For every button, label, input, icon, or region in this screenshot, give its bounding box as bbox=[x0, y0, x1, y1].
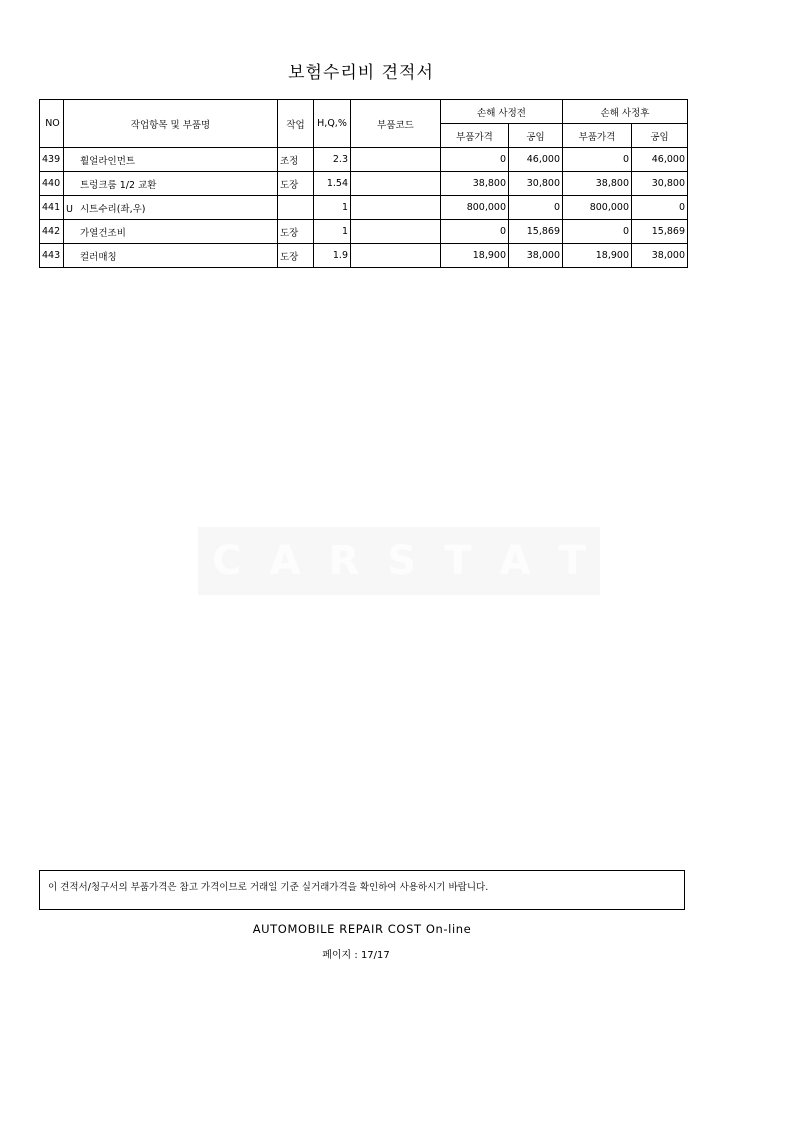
table-row bbox=[40, 172, 688, 196]
row-hq: 2.3 bbox=[314, 148, 351, 172]
watermark bbox=[198, 527, 600, 595]
row-before-labor: 30,800 bbox=[509, 172, 563, 196]
watermark-letter: R bbox=[328, 538, 360, 584]
disclaimer-text: 이 견적서/청구서의 부품가격은 참고 가격이므로 거래일 기준 실거래가격을 확인하여 사용하시기 바랍니다. bbox=[48, 882, 489, 893]
page-indicator: 페이지 : 17/17 bbox=[322, 950, 390, 961]
header-no: NO bbox=[40, 100, 64, 148]
header-before-labor: 공임 bbox=[509, 124, 563, 148]
row-item-name: 시트수리(좌,우) bbox=[80, 203, 146, 215]
table-row bbox=[40, 220, 688, 244]
row-no: 440 bbox=[40, 172, 64, 196]
watermark-letter: A bbox=[269, 538, 301, 584]
row-after-labor: 46,000 bbox=[632, 148, 688, 172]
header-after: 손해 사정후 bbox=[563, 100, 688, 124]
header-item: 작업항목 및 부품명 bbox=[64, 100, 278, 148]
row-before-part: 18,900 bbox=[441, 244, 509, 268]
row-item bbox=[64, 220, 278, 244]
row-no: 441 bbox=[40, 196, 64, 220]
row-before-part: 38,800 bbox=[441, 172, 509, 196]
watermark-letter: A bbox=[499, 538, 531, 584]
footer-brand: AUTOMOBILE REPAIR COST On-line bbox=[252, 922, 472, 936]
header-work: 작업 bbox=[278, 100, 314, 148]
row-after-labor: 15,869 bbox=[632, 220, 688, 244]
table-row bbox=[40, 244, 688, 268]
row-before-part: 800,000 bbox=[441, 196, 509, 220]
row-item-name: 휠얼라인먼트 bbox=[80, 155, 136, 167]
row-after-part: 0 bbox=[563, 148, 632, 172]
row-before-labor: 0 bbox=[509, 196, 563, 220]
header-after-labor: 공임 bbox=[632, 124, 688, 148]
row-item bbox=[64, 172, 278, 196]
row-after-part: 800,000 bbox=[563, 196, 632, 220]
header-code: 부품코드 bbox=[351, 100, 441, 148]
row-code bbox=[351, 244, 441, 268]
row-after-labor: 30,800 bbox=[632, 172, 688, 196]
header-before-part-price: 부품가격 bbox=[441, 124, 509, 148]
row-work bbox=[278, 196, 314, 220]
watermark-letter: T bbox=[444, 538, 472, 584]
watermark-letter: S bbox=[387, 538, 417, 584]
row-after-labor: 38,000 bbox=[632, 244, 688, 268]
row-after-part: 18,900 bbox=[563, 244, 632, 268]
row-before-labor: 38,000 bbox=[509, 244, 563, 268]
row-item-name: 트렁크룸 1/2 교환 bbox=[80, 179, 157, 191]
row-item-name: 가열건조비 bbox=[80, 227, 126, 239]
row-before-labor: 46,000 bbox=[509, 148, 563, 172]
row-work: 도장 bbox=[278, 244, 314, 268]
header-hq: H,Q,% bbox=[314, 100, 351, 148]
row-hq: 1.54 bbox=[314, 172, 351, 196]
row-after-part: 38,800 bbox=[563, 172, 632, 196]
row-code bbox=[351, 172, 441, 196]
row-no: 442 bbox=[40, 220, 64, 244]
estimate-table bbox=[39, 99, 688, 268]
row-hq: 1 bbox=[314, 196, 351, 220]
disclaimer-note bbox=[39, 870, 685, 910]
row-before-part: 0 bbox=[441, 148, 509, 172]
row-code bbox=[351, 220, 441, 244]
row-hq: 1 bbox=[314, 220, 351, 244]
row-item-name: 컬러매칭 bbox=[80, 251, 117, 263]
row-before-labor: 15,869 bbox=[509, 220, 563, 244]
header-after-part-price: 부품가격 bbox=[563, 124, 632, 148]
table-row bbox=[40, 196, 688, 220]
row-item bbox=[64, 148, 278, 172]
row-after-part: 0 bbox=[563, 220, 632, 244]
row-hq: 1.9 bbox=[314, 244, 351, 268]
watermark-letter: C bbox=[212, 538, 242, 584]
row-work: 조정 bbox=[278, 148, 314, 172]
row-item bbox=[64, 196, 278, 220]
row-item bbox=[64, 244, 278, 268]
header-before: 손해 사정전 bbox=[441, 100, 563, 124]
table-row bbox=[40, 148, 688, 172]
row-work: 도장 bbox=[278, 220, 314, 244]
row-no: 443 bbox=[40, 244, 64, 268]
document-title: 보험수리비 견적서 bbox=[288, 63, 434, 83]
row-after-labor: 0 bbox=[632, 196, 688, 220]
row-no: 439 bbox=[40, 148, 64, 172]
row-code bbox=[351, 148, 441, 172]
row-before-part: 0 bbox=[441, 220, 509, 244]
row-mark: U bbox=[66, 203, 73, 215]
row-code bbox=[351, 196, 441, 220]
watermark-letter: T bbox=[558, 538, 586, 584]
row-work: 도장 bbox=[278, 172, 314, 196]
